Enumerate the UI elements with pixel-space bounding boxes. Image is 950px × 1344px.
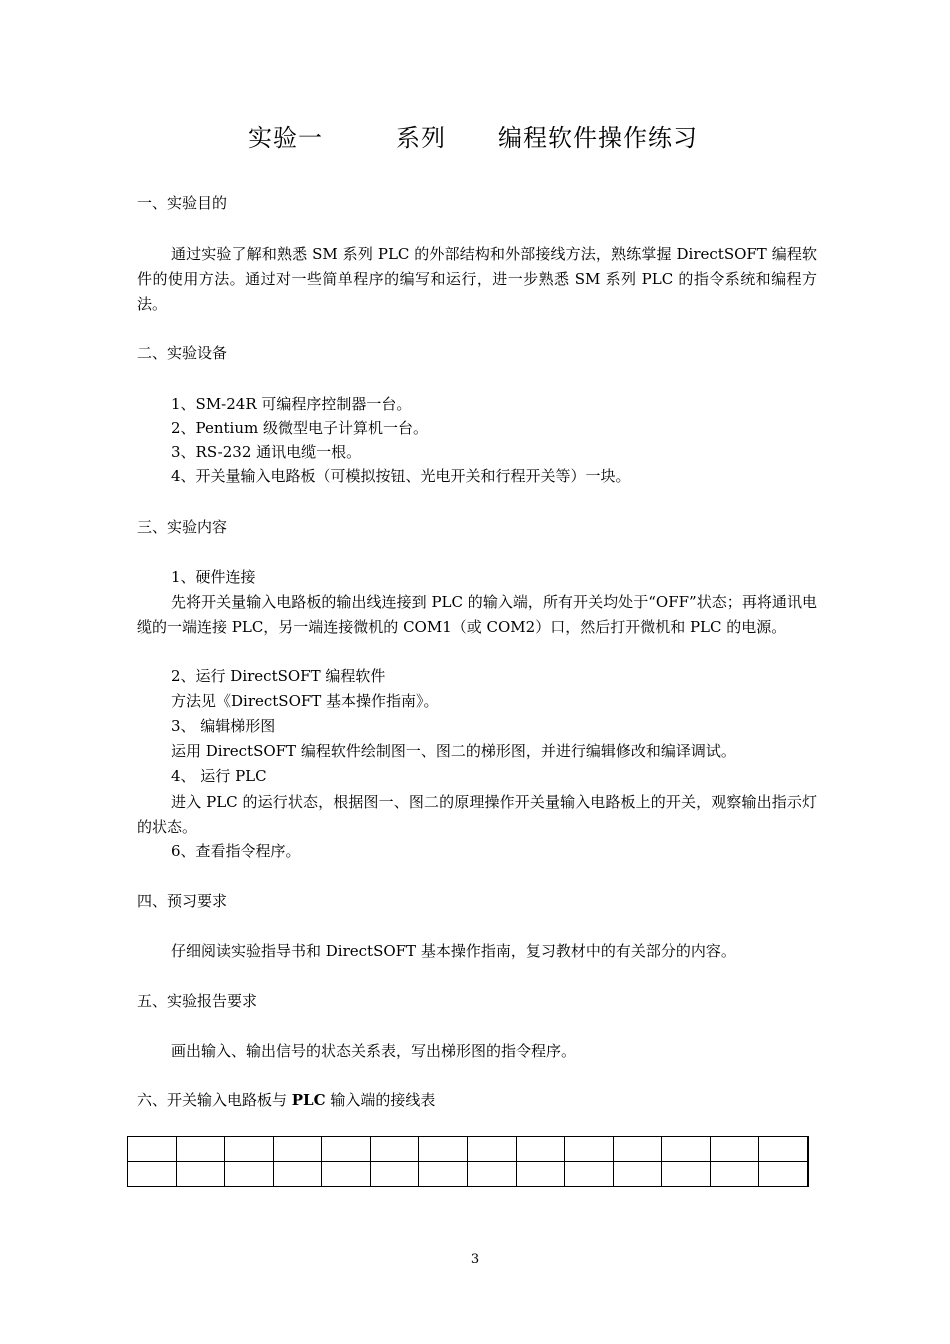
section-5-heading: 五、实验报告要求 xyxy=(137,992,258,1010)
table-cell xyxy=(273,1137,322,1162)
section-5-paragraph: 画出输入、输出信号的状态关系表，写出梯形图的指令程序。 xyxy=(171,1042,577,1060)
table-cell xyxy=(613,1137,662,1162)
table-cell xyxy=(176,1137,225,1162)
table-cell xyxy=(467,1137,516,1162)
table-cell xyxy=(419,1162,468,1187)
section-1-paragraph: 通过实验了解和熟悉 SM 系列 PLC 的外部结构和外部接线方法，熟练掌握 DirectSOFT 编程软件的使用方法。通过对一些简单程序的编写和运行，进一步熟悉 SM 系列 PLC 的指令系统和编程方法。 xyxy=(137,245,817,313)
step-1-text: 先将开关量输入电路板的输出线连接到 PLC 的输入端，所有开关均处于“OFF”状态；再将通讯电缆的一端连接 PLC，另一端连接微机的 COM1（或 COM2）口，然后打开微机和 PLC 的电源。 xyxy=(137,593,817,636)
table-cell xyxy=(759,1137,808,1162)
equipment-item: 1、SM-24R 可编程序控制器一台。 xyxy=(171,395,412,413)
table-cell xyxy=(710,1162,759,1187)
page-number: 3 xyxy=(470,1252,480,1267)
table-cell xyxy=(565,1137,614,1162)
title-part-3: 编程软件操作练习 xyxy=(498,124,698,152)
table-cell xyxy=(370,1137,419,1162)
step-1-title: 1、硬件连接 xyxy=(171,568,256,586)
step-2-title: 2、运行 DirectSOFT 编程软件 xyxy=(171,667,386,685)
section-2-heading: 二、实验设备 xyxy=(137,344,228,362)
equipment-item: 2、Pentium 级微型电子计算机一台。 xyxy=(171,419,428,437)
table-cell xyxy=(176,1162,225,1187)
equipment-item: 3、RS-232 通讯电缆一根。 xyxy=(171,443,362,461)
section-6-heading-pre: 六、开关输入电路板与 xyxy=(137,1091,292,1109)
equipment-item: 4、开关量输入电路板（可模拟按钮、光电开关和行程开关等）一块。 xyxy=(171,467,631,485)
table-cell xyxy=(516,1137,565,1162)
table-row xyxy=(128,1162,809,1187)
step-3-title: 3、 编辑梯形图 xyxy=(171,717,276,735)
title-part-1: 实验一 xyxy=(248,124,323,152)
step-6-title: 6、查看指令程序。 xyxy=(171,842,301,860)
table-cell xyxy=(516,1162,565,1187)
table-cell xyxy=(467,1162,516,1187)
table-cell xyxy=(613,1162,662,1187)
step-2-text: 方法见《DirectSOFT 基本操作指南》。 xyxy=(171,692,439,710)
table-cell xyxy=(128,1162,177,1187)
step-3-text: 运用 DirectSOFT 编程软件绘制图一、图二的梯形图，并进行编辑修改和编译调试。 xyxy=(171,742,736,760)
table-cell xyxy=(370,1162,419,1187)
step-4-text: 进入 PLC 的运行状态，根据图一、图二的原理操作开关量输入电路板上的开关，观察输出指示灯的状态。 xyxy=(137,793,817,836)
title-part-2: 系列 xyxy=(396,124,446,152)
table-cell xyxy=(273,1162,322,1187)
table-cell xyxy=(322,1162,371,1187)
section-4-paragraph: 仔细阅读实验指导书和 DirectSOFT 基本操作指南，复习教材中的有关部分的内容。 xyxy=(171,942,736,960)
wiring-table xyxy=(127,1136,809,1187)
table-cell xyxy=(662,1137,711,1162)
table-cell xyxy=(225,1137,274,1162)
table-cell xyxy=(128,1137,177,1162)
section-6-heading-bold: PLC xyxy=(291,1091,326,1109)
table-cell xyxy=(710,1137,759,1162)
table-cell xyxy=(322,1137,371,1162)
table-cell xyxy=(565,1162,614,1187)
table-row xyxy=(128,1137,809,1162)
section-3-heading: 三、实验内容 xyxy=(137,518,228,536)
section-6-heading xyxy=(137,1089,435,1110)
section-1-heading: 一、实验目的 xyxy=(137,194,228,212)
section-4-heading: 四、预习要求 xyxy=(137,892,228,910)
table-cell xyxy=(225,1162,274,1187)
table-cell xyxy=(759,1162,808,1187)
section-6-heading-post: 输入端的接线表 xyxy=(325,1091,436,1109)
table-cell xyxy=(662,1162,711,1187)
table-cell xyxy=(419,1137,468,1162)
step-4-title: 4、 运行 PLC xyxy=(171,767,267,785)
